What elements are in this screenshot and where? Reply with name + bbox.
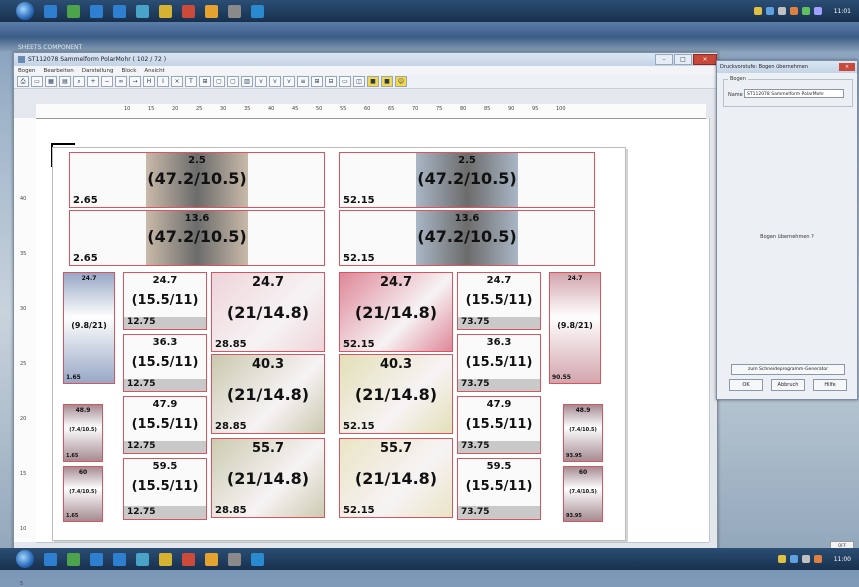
taskbar-app-icon[interactable] — [182, 553, 195, 566]
ruler-tick: 80 — [460, 106, 467, 112]
tray-icon[interactable] — [802, 7, 810, 15]
item-corner-value: 12.75 — [127, 379, 156, 389]
item-top-value: 13.6 — [454, 213, 480, 224]
taskbar-app-icon[interactable] — [159, 553, 172, 566]
item-size: (21/14.8) — [354, 469, 438, 488]
window-controls — [654, 54, 717, 65]
item-top-value: 36.3 — [486, 337, 512, 348]
layers-icon[interactable]: ▤ — [59, 76, 71, 87]
layout-item[interactable] — [211, 438, 325, 518]
layout-item[interactable] — [339, 354, 453, 434]
mark-icon[interactable]: ⋎ — [255, 76, 267, 87]
item-top-value: 55.7 — [251, 441, 285, 456]
cancel-button[interactable]: Abbruch — [771, 379, 805, 391]
item-size: (9.8/21) — [71, 321, 107, 330]
taskbar-app-icon[interactable] — [44, 5, 57, 18]
taskbar-app-icon[interactable] — [159, 5, 172, 18]
menu-item[interactable]: Bogen — [18, 67, 36, 74]
item-size: (7.4/10.5) — [569, 489, 597, 495]
menu-item[interactable]: Darstellung — [81, 67, 114, 74]
ruler-tick: 95 — [532, 106, 539, 112]
item-corner-value: 73.75 — [461, 441, 490, 451]
item-corner-value: 93.95 — [566, 513, 582, 519]
taskbar-app-icon[interactable] — [90, 553, 103, 566]
taskbar-app-icon[interactable] — [182, 5, 195, 18]
taskbar-app-icon[interactable] — [113, 5, 126, 18]
frame-icon[interactable]: ▢ — [213, 76, 225, 87]
tray-icon[interactable] — [790, 555, 798, 563]
link-icon[interactable]: ∞ — [115, 76, 127, 87]
ruler-tick: 35 — [244, 106, 251, 112]
layout-item[interactable] — [457, 458, 541, 520]
item-corner-value: 52.15 — [343, 339, 375, 350]
taskbar-app-icon[interactable] — [44, 553, 57, 566]
item-corner-value: 52.15 — [343, 253, 375, 264]
ruler-tick: 60 — [364, 106, 371, 112]
taskbar-app-icon[interactable] — [136, 5, 149, 18]
item-size: (15.5/11) — [465, 479, 533, 494]
menu-bar — [14, 66, 717, 75]
ruler-tick: 90 — [508, 106, 515, 112]
maximize-button[interactable]: □ — [674, 54, 692, 65]
item-size: (15.5/11) — [465, 417, 533, 432]
menu-item[interactable]: Ansicht — [144, 67, 165, 74]
name-field[interactable]: ST112078 Sammelform PolarMohr — [744, 89, 844, 98]
item-top-value: 59.5 — [486, 461, 512, 472]
taskbar-app-icon[interactable] — [251, 553, 264, 566]
cross-icon[interactable]: × — [171, 76, 183, 87]
item-size: (15.5/11) — [131, 417, 199, 432]
app-icon — [18, 56, 25, 63]
layout-item[interactable] — [63, 466, 103, 522]
item-corner-value: 73.75 — [461, 507, 490, 517]
item-top-value: 59.5 — [152, 461, 178, 472]
tray-icon[interactable] — [790, 7, 798, 15]
taskbar-app-icon[interactable] — [136, 553, 149, 566]
taskbar-app-icon[interactable] — [67, 553, 80, 566]
ruler-tick: 45 — [292, 106, 299, 112]
ruler-tick: 20 — [20, 416, 27, 422]
menu-item[interactable]: Block — [121, 67, 137, 74]
item-size: (15.5/11) — [131, 479, 199, 494]
taskbar-app-icon[interactable] — [205, 5, 218, 18]
arrow-icon[interactable]: → — [129, 76, 141, 87]
item-top-value: 36.3 — [152, 337, 178, 348]
item-size: (9.8/21) — [557, 321, 593, 330]
layout-item[interactable] — [69, 210, 325, 266]
help-button[interactable]: Hilfe — [813, 379, 847, 391]
window-title: ST112078 Sammelform PolarMohr ( 102 / 72 ) — [28, 56, 167, 63]
sheet-group — [723, 76, 853, 107]
layout-item[interactable] — [339, 152, 595, 208]
item-top-value: 24.7 — [379, 275, 413, 290]
ruler-tick: 30 — [20, 306, 27, 312]
layout-item[interactable] — [211, 272, 325, 352]
grid-icon[interactable]: ⊞ — [199, 76, 211, 87]
ruler-tick: 40 — [20, 196, 27, 202]
ruler-tick: 65 — [388, 106, 395, 112]
print-sheet[interactable] — [52, 147, 626, 541]
item-size: (21/14.8) — [226, 385, 310, 404]
name-label: Name — [728, 92, 743, 98]
item-top-value: 24.7 — [152, 275, 178, 286]
ruler-tick: 10 — [124, 106, 131, 112]
ruler-tick: 35 — [20, 251, 27, 257]
system-tray — [778, 555, 859, 563]
distribute-icon[interactable]: I — [157, 76, 169, 87]
item-top-value: 47.9 — [486, 399, 512, 410]
plus-box-icon[interactable]: ⊞ — [311, 76, 323, 87]
close-button[interactable]: × — [693, 54, 717, 65]
item-size: (47.2/10.5) — [147, 169, 247, 188]
item-top-value: 47.9 — [152, 399, 178, 410]
horizontal-ruler — [36, 104, 706, 119]
system-tray — [754, 7, 859, 15]
item-corner-value: 52.15 — [343, 421, 375, 432]
tray-icon[interactable] — [814, 7, 822, 15]
layout-item[interactable] — [563, 466, 603, 522]
tray-icon[interactable] — [814, 555, 822, 563]
ruler-tick: 25 — [196, 106, 203, 112]
minus-box-icon[interactable]: ⊟ — [325, 76, 337, 87]
clock[interactable]: 11:00 — [833, 555, 851, 563]
rect-icon[interactable]: ▭ — [339, 76, 351, 87]
item-top-value: 60 — [578, 469, 588, 476]
highlight-icon[interactable]: ■ — [367, 76, 379, 87]
item-corner-value: 1.65 — [66, 513, 79, 519]
item-corner-value: 12.75 — [127, 441, 156, 451]
item-top-value: 48.9 — [75, 407, 91, 414]
desktop-background — [0, 22, 859, 52]
start-orb-icon[interactable] — [16, 550, 34, 568]
accept-sheet-dialog — [716, 60, 858, 400]
layout-item[interactable] — [563, 404, 603, 462]
ruler-tick: 100 — [556, 106, 566, 112]
ruler-tick: 40 — [268, 106, 275, 112]
ok-button[interactable]: OK — [729, 379, 763, 391]
item-top-value: 60 — [78, 469, 88, 476]
layout-item[interactable] — [457, 396, 541, 454]
generator-button[interactable]: zum Schneideprogramm-Generator — [731, 364, 845, 375]
item-top-value: 40.3 — [379, 357, 413, 372]
item-corner-value: 90.55 — [552, 374, 571, 381]
taskbar-app-icon[interactable] — [205, 553, 218, 566]
zoom-icon[interactable]: ⌕ — [73, 76, 85, 87]
start-orb-icon[interactable] — [16, 2, 34, 20]
taskbar-app-icon[interactable] — [228, 553, 241, 566]
item-size: (7.4/10.5) — [569, 427, 597, 433]
taskbar-app-icon[interactable] — [113, 553, 126, 566]
columns-icon[interactable]: ▥ — [241, 76, 253, 87]
ruler-tick: 10 — [20, 526, 27, 532]
main-titlebar — [14, 53, 717, 66]
ruler-tick: 30 — [220, 106, 227, 112]
item-size: (7.4/10.5) — [69, 489, 97, 495]
taskbar-app-icon[interactable] — [228, 5, 241, 18]
taskbar-app-icon[interactable] — [90, 5, 103, 18]
dialog-title: Druckvorstufe: Bogen übernehmen — [720, 64, 809, 70]
tray-icon[interactable] — [778, 7, 786, 15]
layout-item[interactable] — [123, 272, 207, 330]
taskbar-app-icon[interactable] — [251, 5, 264, 18]
item-top-value: 55.7 — [379, 441, 413, 456]
item-corner-value: 12.75 — [127, 317, 156, 327]
menu-item[interactable]: Bearbeiten — [43, 67, 74, 74]
clock[interactable]: 11:01 — [833, 7, 851, 15]
mark4-icon[interactable]: ≡ — [297, 76, 309, 87]
item-size: (47.2/10.5) — [147, 227, 247, 246]
item-size: (15.5/11) — [131, 355, 199, 370]
image-icon[interactable]: ▦ — [45, 76, 57, 87]
sheet-icon[interactable]: ▭ — [31, 76, 43, 87]
toolbar — [14, 75, 717, 89]
split-icon[interactable]: ◫ — [353, 76, 365, 87]
ruler-tick: 75 — [436, 106, 443, 112]
align-icon[interactable]: H — [143, 76, 155, 87]
item-corner-value: 2.65 — [73, 253, 98, 264]
tray-icon[interactable] — [778, 555, 786, 563]
item-top-value: 48.9 — [575, 407, 591, 414]
layout-item[interactable] — [63, 404, 103, 462]
ruler-tick: 55 — [340, 106, 347, 112]
item-corner-value: 52.15 — [343, 505, 375, 516]
taskbar-app-icon[interactable] — [67, 5, 80, 18]
item-size: (47.2/10.5) — [417, 227, 517, 246]
ruler-tick: 50 — [316, 106, 323, 112]
layout-item[interactable] — [211, 354, 325, 434]
item-top-value: 24.7 — [81, 275, 97, 282]
item-corner-value: 1.65 — [66, 374, 81, 381]
corner-button[interactable]: OFF — [830, 541, 854, 550]
main-window — [13, 52, 718, 587]
item-corner-value: 28.85 — [215, 339, 247, 350]
item-size: (15.5/11) — [131, 293, 199, 308]
zoom-out-icon[interactable]: − — [101, 76, 113, 87]
item-corner-value: 28.85 — [215, 421, 247, 432]
taskbar-apps — [34, 5, 264, 18]
layout-item[interactable] — [339, 210, 595, 266]
layout-item[interactable] — [123, 396, 207, 454]
ruler-tick: 70 — [412, 106, 419, 112]
layout-item[interactable] — [123, 334, 207, 392]
item-corner-value: 1.65 — [66, 453, 79, 459]
item-size: (15.5/11) — [465, 355, 533, 370]
highlight2-icon[interactable]: ■ — [381, 76, 393, 87]
item-corner-value: 28.85 — [215, 505, 247, 516]
group-legend: Bogen — [730, 76, 746, 82]
taskbar-top — [0, 0, 859, 22]
dialog-titlebar — [717, 61, 857, 73]
layout-item[interactable] — [123, 458, 207, 520]
item-top-value: 2.5 — [188, 155, 206, 166]
print-icon[interactable]: ⎙ — [17, 76, 29, 87]
item-corner-value: 2.65 — [73, 195, 98, 206]
ruler-tick: 15 — [148, 106, 155, 112]
item-corner-value: 52.15 — [343, 195, 375, 206]
item-top-value: 13.6 — [184, 213, 210, 224]
mark2-icon[interactable]: ⋎ — [269, 76, 281, 87]
layout-item[interactable] — [339, 272, 453, 352]
item-top-value: 40.3 — [251, 357, 285, 372]
confirm-question: Bogen übernehmen ? — [760, 234, 814, 240]
item-size: (21/14.8) — [354, 385, 438, 404]
zoom-in-icon[interactable]: + — [87, 76, 99, 87]
layout-item[interactable] — [457, 334, 541, 392]
item-size: (47.2/10.5) — [417, 169, 517, 188]
frame2-icon[interactable]: ▢ — [227, 76, 239, 87]
layout-canvas[interactable] — [36, 119, 709, 542]
item-top-value: 24.7 — [251, 275, 285, 290]
item-corner-value: 93.95 — [566, 453, 582, 459]
smiley-icon[interactable]: ☺ — [395, 76, 407, 87]
item-size: (15.5/11) — [465, 293, 533, 308]
item-size: (21/14.8) — [354, 303, 438, 322]
ruler-tick: 15 — [20, 471, 27, 477]
ruler-tick: 25 — [20, 361, 27, 367]
ruler-tick: 20 — [172, 106, 179, 112]
item-top-value: 24.7 — [486, 275, 512, 286]
layout-item[interactable] — [457, 272, 541, 330]
item-size: (7.4/10.5) — [69, 427, 97, 433]
mark3-icon[interactable]: ⋎ — [283, 76, 295, 87]
tray-icon[interactable] — [766, 7, 774, 15]
tray-icon[interactable] — [802, 555, 810, 563]
item-top-value: 2.5 — [458, 155, 476, 166]
taskbar-apps — [34, 553, 264, 566]
background-window-title: SHEETS COMPONENT — [18, 44, 83, 51]
minimize-button[interactable]: – — [655, 54, 673, 65]
layout-item[interactable] — [339, 438, 453, 518]
layout-item[interactable] — [63, 272, 115, 384]
ruler-tick: 85 — [484, 106, 491, 112]
layout-item[interactable] — [69, 152, 325, 208]
item-corner-value: 73.75 — [461, 379, 490, 389]
layout-item[interactable] — [549, 272, 601, 384]
item-top-value: 24.7 — [567, 275, 583, 282]
vertical-ruler — [14, 118, 37, 587]
item-size: (21/14.8) — [226, 303, 310, 322]
taskbar-bottom — [0, 548, 859, 570]
tray-icon[interactable] — [754, 7, 762, 15]
text-icon[interactable]: T — [185, 76, 197, 87]
ruler-tick: 5 — [20, 581, 24, 587]
item-corner-value: 73.75 — [461, 317, 490, 327]
dialog-close-button[interactable]: × — [839, 63, 855, 71]
item-corner-value: 12.75 — [127, 507, 156, 517]
item-size: (21/14.8) — [226, 469, 310, 488]
